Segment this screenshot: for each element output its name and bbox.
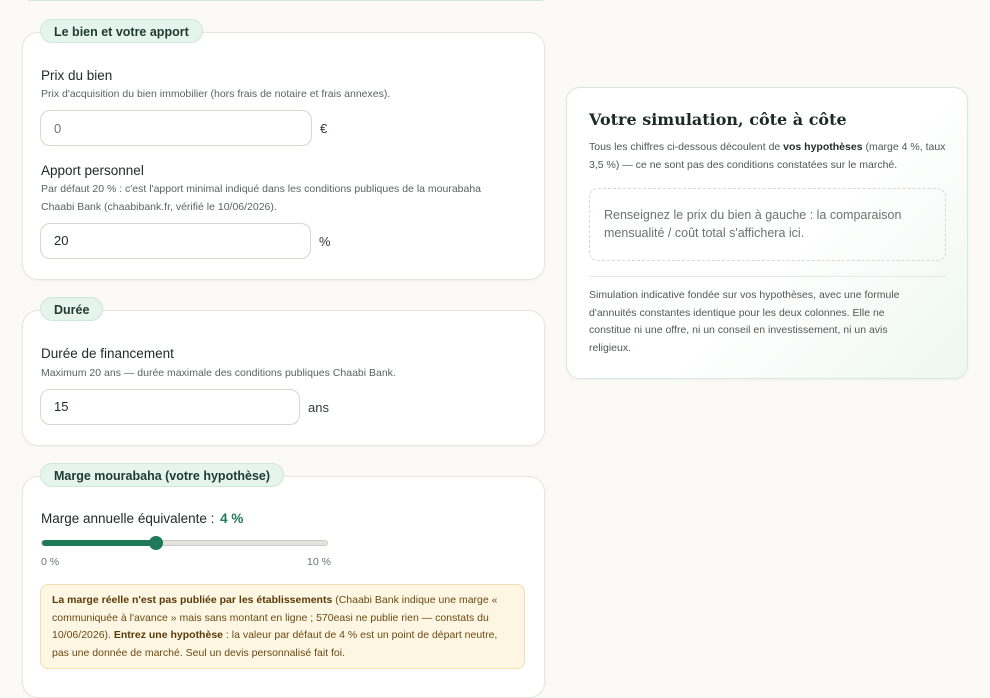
warning-text-2: : la valeur par défaut de 4 % est un point de départ neutre, pas une donnée de marché. Seul un devis personnalisé fait foi. <box>52 629 498 659</box>
marge-slider-thumb[interactable] <box>149 536 163 550</box>
prix-help: Prix d'acquisition du bien immobilier (hors frais de notaire et frais annexes). <box>41 88 391 100</box>
intro-after: (marge 4 %, taux 3,5 %) — ce ne sont pas des conditions constatées sur le marché. <box>589 141 946 171</box>
simulation-intro <box>589 138 949 174</box>
simulation-disclaimer: Simulation indicative fondée sur vos hypothèses, avec une formule d'annuités constantes identique pour les deux colonnes. Elle ne constitue ni une offre, ni un conseil en investissement, ni un avis religieux. <box>589 289 900 354</box>
marge-value: 4 % <box>220 511 244 526</box>
simulation-panel <box>566 87 968 379</box>
intro-before: Tous les chiffres ci-dessous découlent de <box>589 141 784 153</box>
marge-label <box>41 511 243 526</box>
marge-slider-fill <box>42 540 156 546</box>
simulation-title: Votre simulation, côte à côte <box>589 110 847 129</box>
marge-label-text: Marge annuelle équivalente : <box>41 511 215 526</box>
apport-label: Apport personnel <box>41 163 144 178</box>
warning-bold-2: Entrez une hypothèse <box>113 629 223 641</box>
previous-card-edge <box>28 0 543 1</box>
apport-help <box>41 181 511 216</box>
simulation-divider <box>589 276 946 277</box>
warning-bold-1: La marge réelle n'est pas publiée par les établissements <box>52 594 333 606</box>
section-pill-duree: Durée <box>40 297 103 321</box>
warning-text-1: (Chaabi Bank indique une marge « communiquée à l'avance » mais sans montant en ligne ; 570easi ne publie rien — constats du 10/06/2026). <box>52 594 498 641</box>
duree-label: Durée de financement <box>41 346 174 361</box>
prix-unit: € <box>320 121 328 136</box>
duree-help: Maximum 20 ans — durée maximale des conditions publiques Chaabi Bank. <box>41 367 396 379</box>
prix-input[interactable] <box>40 110 312 146</box>
apport-input[interactable]: 20 <box>40 223 311 259</box>
duree-unit: ans <box>308 400 329 415</box>
prix-label: Prix du bien <box>41 68 113 83</box>
marge-slider[interactable] <box>41 540 328 546</box>
intro-bold: vos hypothèses <box>783 141 863 153</box>
slider-min-label: 0 % <box>41 556 60 568</box>
section-pill-apport: Le bien et votre apport <box>40 19 203 43</box>
apport-unit: % <box>319 234 331 249</box>
section-pill-marge: Marge mourabaha (votre hypothèse) <box>40 463 284 487</box>
slider-max-label: 10 % <box>307 556 331 568</box>
apport-help-line2: Chaabi Bank (chaabibank.fr, vérifié le 10/06/2026). <box>41 200 277 213</box>
marge-warning <box>40 584 525 669</box>
simulation-empty-state: Renseignez le prix du bien à gauche : la comparaison mensualité / coût total s'affichera ici. <box>589 188 946 261</box>
duree-input[interactable]: 15 <box>40 389 300 425</box>
apport-help-line1: Par défaut 20 % : c'est l'apport minimal indiqué dans les conditions publiques de la mourabaha <box>41 183 482 195</box>
